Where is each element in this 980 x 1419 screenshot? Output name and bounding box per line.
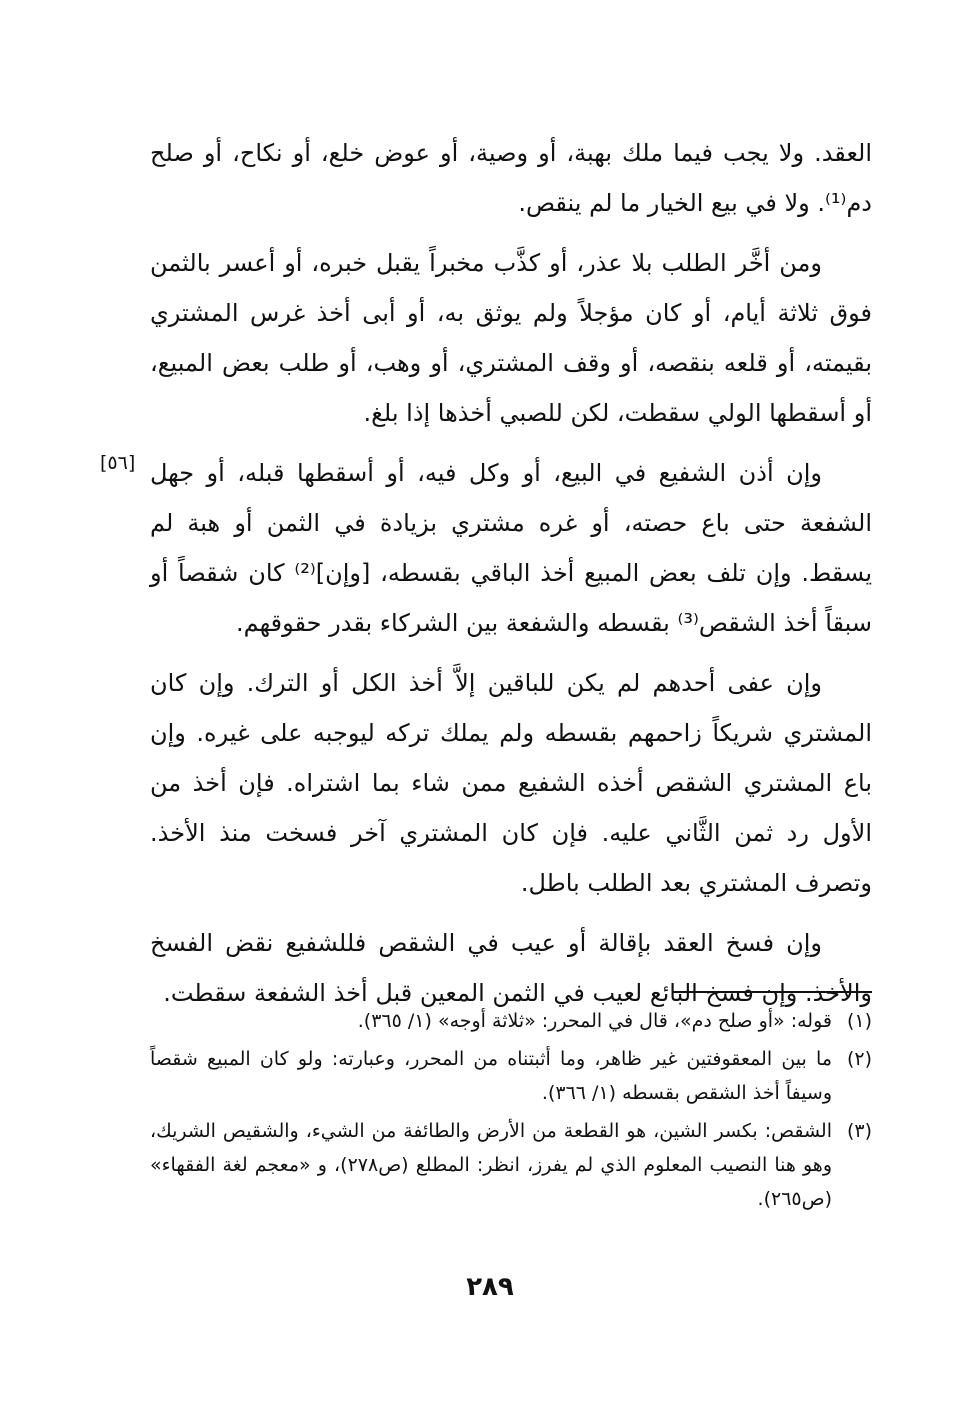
paragraph-4: وإن عفى أحدهم لم يكن للباقين إلاَّ أخذ الكل أو الترك. وإن كان المشتري شريكاً زاحمهم بقسطه ولم يملك تركه ليوجبه على غيره. وإن باع المشتري الشقص أخذه الشفيع ممن شاء بما اشتراه. فإن أخذ من الأول رد ثمن الثَّاني عليه. فإن كان المشتري آخر فسخت منذ الأخذ. وتصرف المشتري بعد الطلب باطل.	[150, 669, 872, 897]
footnote-divider	[672, 991, 872, 993]
footnote-number: (١)	[846, 1010, 872, 1032]
footnote-2	[150, 1042, 872, 1110]
paragraph-1: العقد. ولا يجب فيما ملك بهبة، أو وصية، أو عوض خلع، أو نكاح، أو صلح دم⁽¹⁾. ولا في بيع الخيار ما لم ينقص.	[150, 139, 872, 217]
main-text	[150, 128, 872, 1028]
footnote-text: ما بين المعقوفتين غير ظاهر، وما أثبتناه من المحرر، وعبارته: ولو كان المبيع شقصاً وسيفاً أخذ الشقص بقسطه (١/ ٣٦٦).	[150, 1048, 832, 1104]
paragraph-5: وإن فسخ العقد بإقالة أو عيب في الشقص فللشفيع نقض الفسخ والأخذ. وإن فسخ البائع لعيب في الثمن المعين قبل أخذ الشفعة سقطت.	[150, 929, 872, 1007]
footnote-number: (٢)	[846, 1048, 872, 1070]
manuscript-folio-marker: [٥٦]	[100, 452, 136, 474]
footnotes	[150, 1004, 872, 1220]
footnote-text: قوله: «أو صلح دم»، قال في المحرر: «ثلاثة أوجه» (١/ ٣٦٥).	[357, 1010, 832, 1032]
footnote-number: (٣)	[846, 1120, 872, 1142]
footnote-1	[150, 1004, 872, 1038]
paragraph-3: وإن أذن الشفيع في البيع، أو وكل فيه، أو أسقطها قبله، أو جهل الشفعة حتى باع حصته، أو غره مشتري بزيادة في الثمن أو هبة لم يسقط. وإن تلف بعض المبيع أخذ الباقي بقسطه، [وإن]⁽²⁾ كان شقصاً أو سبقاً أخذ الشقص⁽³⁾ بقسطه والشفعة بين الشركاء بقدر حقوقهم.	[150, 459, 872, 637]
page-number: ٢٨٩	[466, 1272, 514, 1302]
footnote-3	[150, 1114, 872, 1216]
footnote-text: الشقص: بكسر الشين، هو القطعة من الأرض والطائفة من الشيء، والشقيص الشريك، وهو هنا النصيب المعلوم الذي لم يفرز، انظر: المطلع (ص٢٧٨)، و «معجم لغة الفقهاء» (ص٢٦٥).	[150, 1120, 832, 1210]
paragraph-2: ومن أخَّر الطلب بلا عذر، أو كذَّب مخبراً يقبل خبره، أو أعسر بالثمن فوق ثلاثة أيام، أو كان مؤجلاً ولم يوثق به، أو أبى أخذ غرس المشتري بقيمته، أو قلعه بنقصه، أو وقف المشتري، أو وهب، أو طلب بعض المبيع، أو أسقطها الولي سقطت، لكن للصبي أخذها إذا بلغ.	[150, 249, 872, 427]
